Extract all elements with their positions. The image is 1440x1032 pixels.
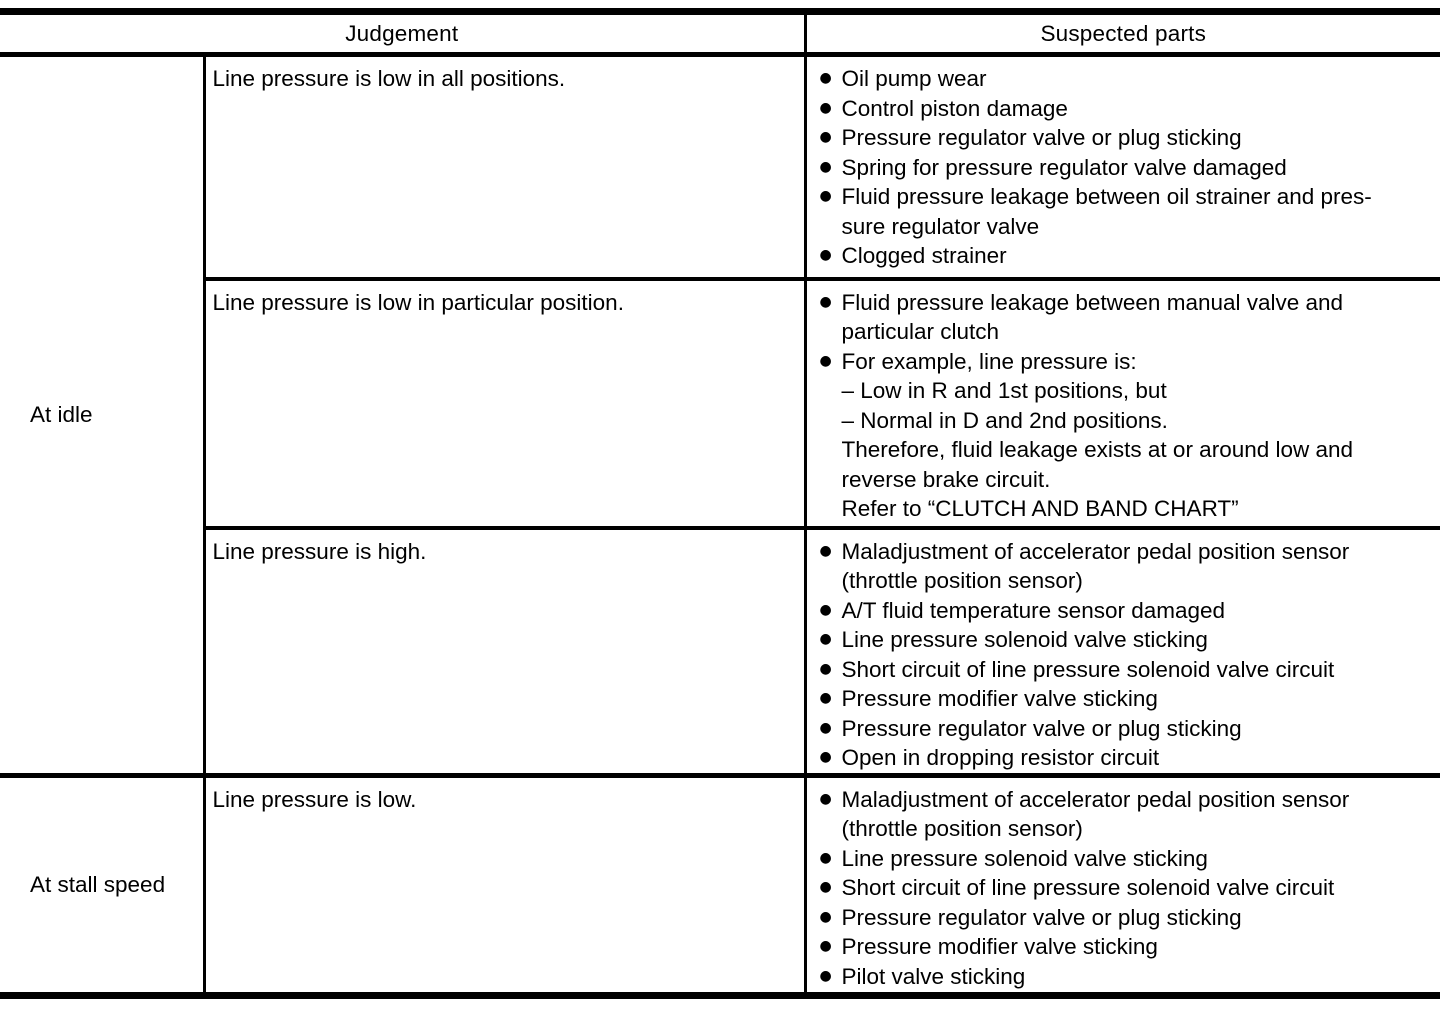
bullet-line (820, 435, 1437, 465)
suspected-part-text: Open in dropping resistor circuit (841, 745, 1160, 770)
suspected-part-text: Fluid pressure leakage between manual valve and (841, 289, 1344, 315)
condition-cell-at-stall-speed: At stall speed (0, 775, 204, 995)
suspected-part-item (820, 241, 1437, 271)
bullet-line (820, 376, 1437, 406)
suspected-part-text: Clogged strainer (841, 243, 1007, 268)
bullet-line (820, 596, 1437, 626)
suspected-part-item (820, 844, 1437, 874)
bullet-icon: ● (819, 158, 832, 175)
suspected-part-text: Spring for pressure regulator valve damaged (841, 154, 1287, 180)
bullet-icon: ● (819, 967, 832, 984)
suspected-part-text: Pressure regulator valve or plug sticking (841, 715, 1242, 741)
judgement-cell: Line pressure is high. (204, 528, 805, 776)
bullet-icon: ● (819, 542, 832, 559)
bullet-indent (820, 566, 842, 596)
suspected-part-text: reverse brake circuit. (841, 466, 1051, 492)
suspected-parts-cell (805, 279, 1440, 528)
bullet-icon: ● (819, 188, 832, 204)
judgement-cell: Line pressure is low in particular position. (204, 279, 805, 528)
suspected-part-text: Oil pump wear (841, 66, 987, 91)
suspected-part-item (820, 785, 1437, 844)
bullet-line (820, 714, 1437, 744)
bullet-icon: ● (819, 690, 832, 706)
suspected-part-item (820, 182, 1437, 241)
bullet-indent (820, 376, 842, 406)
bullet-icon: ● (819, 601, 832, 618)
table-header-row (0, 12, 1440, 55)
suspected-part-item (820, 873, 1437, 903)
suspected-part-item (820, 714, 1437, 744)
suspected-part-text: Refer to “CLUTCH AND BAND CHART” (841, 496, 1239, 521)
suspected-part-text: particular clutch (841, 319, 1000, 344)
suspected-part-item (820, 153, 1437, 183)
bullet-line (820, 743, 1437, 773)
bullet-icon: ● (819, 749, 832, 765)
bullet-line (820, 625, 1437, 655)
suspected-part-text: Short circuit of line pressure solenoid valve circuit (841, 656, 1335, 682)
header-judgement: Judgement (0, 12, 805, 55)
suspected-part-text: – Low in R and 1st positions, but (841, 378, 1167, 403)
suspected-part-text: For example, line pressure is: (841, 348, 1137, 374)
bullet-line (820, 537, 1437, 567)
suspected-part-item (820, 743, 1437, 773)
suspected-part-text: – Normal in D and 2nd positions. (841, 407, 1168, 433)
suspected-part-item (820, 903, 1437, 933)
judgement-cell: Line pressure is low in all positions. (204, 55, 805, 279)
bullet-line (820, 317, 1437, 347)
suspected-part-text: sure regulator valve (841, 213, 1040, 239)
bullet-icon: ● (819, 631, 832, 647)
suspected-part-text: Pressure regulator valve or plug sticking (841, 904, 1242, 930)
table-row (0, 528, 1440, 776)
bullet-line (820, 241, 1437, 271)
suspected-part-item (820, 596, 1437, 626)
bullet-line (820, 962, 1437, 992)
suspected-part-text: Pressure regulator valve or plug sticking (841, 125, 1242, 150)
bullet-indent (820, 814, 842, 844)
bullet-indent (820, 406, 842, 436)
suspected-parts-cell (805, 55, 1440, 279)
suspected-part-text: Line pressure solenoid valve sticking (841, 845, 1208, 871)
suspected-part-item (820, 94, 1437, 124)
suspected-part-text: (throttle position sensor) (841, 816, 1083, 841)
bullet-line (820, 94, 1437, 124)
bullet-line (820, 903, 1437, 933)
suspected-part-item (820, 932, 1437, 962)
bullet-line (820, 494, 1437, 524)
suspected-part-text: Pilot valve sticking (841, 963, 1026, 989)
bullet-line (820, 785, 1437, 815)
suspected-part-item (820, 962, 1437, 992)
bullet-line (820, 465, 1437, 495)
suspected-part-text: Short circuit of line pressure solenoid valve circuit (841, 875, 1335, 900)
bullet-icon: ● (819, 908, 832, 925)
table-row (0, 775, 1440, 995)
bullet-line (820, 844, 1437, 874)
suspected-parts-list (820, 64, 1437, 271)
bullet-line (820, 288, 1437, 318)
suspected-part-item (820, 537, 1437, 596)
bullet-line (820, 153, 1437, 183)
bullet-icon: ● (819, 660, 832, 677)
suspected-part-item (820, 288, 1437, 347)
bullet-line (820, 684, 1437, 714)
bullet-icon: ● (819, 247, 832, 263)
bullet-icon: ● (819, 719, 832, 736)
bullet-line (820, 212, 1437, 242)
suspected-part-text: Fluid pressure leakage between oil strainer and pres- (841, 184, 1372, 209)
suspected-parts-cell (805, 528, 1440, 776)
bullet-icon: ● (819, 849, 832, 866)
bullet-line (820, 347, 1437, 377)
suspected-parts-list (820, 785, 1437, 992)
bullet-icon: ● (819, 293, 832, 310)
suspected-part-text: A/T fluid temperature sensor damaged (841, 597, 1226, 623)
bullet-icon: ● (819, 129, 832, 145)
bullet-indent (820, 435, 842, 465)
bullet-line (820, 655, 1437, 685)
diagnosis-table (0, 8, 1440, 999)
suspected-parts-cell (805, 775, 1440, 995)
suspected-part-item (820, 347, 1437, 524)
suspected-part-text: Pressure modifier valve sticking (841, 686, 1158, 711)
table-row (0, 55, 1440, 279)
bullet-indent (820, 494, 842, 524)
condition-cell-at-idle: At idle (0, 55, 204, 776)
bullet-icon: ● (819, 790, 832, 807)
bullet-line (820, 873, 1437, 903)
bullet-line (820, 406, 1437, 436)
header-suspected-parts: Suspected parts (805, 12, 1440, 55)
suspected-part-item (820, 64, 1437, 94)
bullet-line (820, 566, 1437, 596)
bullet-line (820, 932, 1437, 962)
suspected-part-text: (throttle position sensor) (841, 568, 1083, 593)
bullet-icon: ● (819, 352, 832, 369)
suspected-part-text: Line pressure solenoid valve sticking (841, 627, 1208, 652)
bullet-icon: ● (819, 70, 832, 86)
bullet-line (820, 64, 1437, 94)
judgement-cell: Line pressure is low. (204, 775, 805, 995)
bullet-line (820, 814, 1437, 844)
suspected-part-item (820, 655, 1437, 685)
bullet-icon: ● (819, 99, 832, 116)
bullet-icon: ● (819, 938, 832, 954)
bullet-indent (820, 317, 842, 347)
bullet-line (820, 123, 1437, 153)
bullet-indent (820, 212, 842, 242)
suspected-part-text: Control piston damage (841, 95, 1068, 121)
suspected-part-item (820, 625, 1437, 655)
suspected-part-item (820, 684, 1437, 714)
suspected-part-text: Maladjustment of accelerator pedal position sensor (841, 786, 1350, 812)
suspected-part-text: Therefore, fluid leakage exists at or around low and (841, 437, 1354, 462)
suspected-parts-list (820, 288, 1437, 524)
bullet-icon: ● (819, 879, 832, 895)
suspected-part-text: Pressure modifier valve sticking (841, 934, 1158, 959)
table-row (0, 279, 1440, 528)
bullet-indent (820, 465, 842, 495)
suspected-part-text: Maladjustment of accelerator pedal position sensor (841, 538, 1350, 564)
suspected-part-item (820, 123, 1437, 153)
bullet-line (820, 182, 1437, 212)
suspected-parts-list (820, 537, 1437, 773)
